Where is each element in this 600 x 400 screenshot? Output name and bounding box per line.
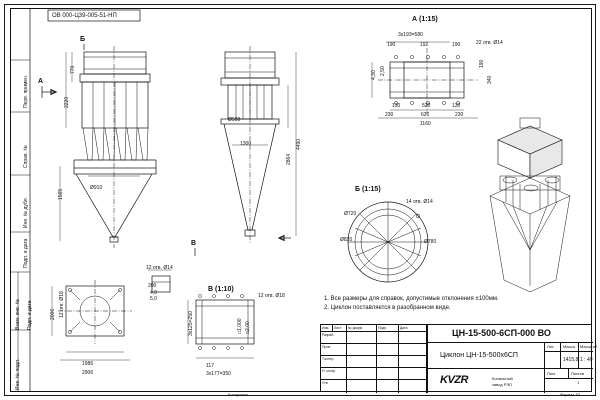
col-dokum: № докум. (347, 325, 377, 332)
row-date-2 (399, 356, 427, 368)
view-v-title: В (1:10) (208, 286, 234, 293)
dim-50: 5,0 (150, 296, 157, 302)
dim-190c: 190 (479, 59, 485, 68)
dim-230b: 230 (455, 112, 464, 118)
row-sign-4 (377, 380, 399, 393)
sheets-cell: Листов (569, 369, 593, 379)
dim-14otv: 14 отв. Ø14 (406, 199, 433, 205)
margin-label-6: Инв. № подл. (15, 358, 21, 390)
col-data: Дата (399, 325, 427, 332)
company-block (427, 369, 545, 393)
dim-1565: 1565 (58, 188, 64, 200)
row-sign-0 (377, 332, 399, 344)
product-name-text: Циклон ЦН-15-500х6СП (440, 352, 518, 359)
dim-190b: 190 (452, 42, 461, 48)
dim-130a: 130 (392, 103, 401, 109)
dim-1786: 1986 (82, 361, 94, 367)
dim-3x125: 3х125=250 (188, 311, 194, 336)
format-note: Формат А3 (560, 392, 581, 397)
row-name-0 (347, 332, 377, 344)
row-role-1: Пров. (321, 344, 347, 356)
dim-200: 200 (148, 283, 157, 289)
dim-430: 4,30 (371, 70, 377, 80)
view-b-title: Б (1:15) (355, 186, 381, 193)
dim-192: 192 (420, 42, 429, 48)
dim-d820: Ø820 (340, 237, 353, 243)
row-date-0 (399, 332, 427, 344)
dim-770: 770 (70, 65, 76, 74)
company-line-1: Копальный (492, 376, 513, 381)
row-role-2: Т.контр. (321, 356, 347, 368)
row-sign-3 (377, 368, 399, 380)
dim-40: 4,0 (150, 290, 157, 296)
dim-130b: 130 (452, 103, 461, 109)
scale-value: 1 : 40 (579, 352, 593, 369)
dim-4490: 4490 (296, 138, 302, 150)
product-name-cell (427, 343, 545, 369)
company-logo: KVZR (440, 374, 468, 386)
note-line-2: 2. Циклон поставляется в разобранном виде. (324, 305, 451, 311)
note-line-1: 1. Все размеры для справок, допустимые отклонения ±100мм. (324, 296, 499, 302)
row-name-4 (347, 380, 377, 393)
dim-1300: 1300 (240, 141, 252, 147)
dim-2906: 2006 (50, 308, 56, 320)
dim-12otv18: 12 отв. Ø14 (146, 265, 173, 271)
dim-sq1000: □1,000 (237, 318, 243, 334)
copy-note: Копировал (228, 392, 249, 397)
dim-340: 340 (487, 75, 493, 84)
row-sign-1 (377, 344, 399, 356)
dim-117: 117 (206, 363, 214, 369)
dim-1986: 2906 (82, 370, 94, 376)
dim-d910: Ø910 (90, 185, 103, 191)
dim-250: 2,50 (380, 66, 386, 76)
lit-header: Лит. (545, 343, 561, 352)
row-date-1 (399, 344, 427, 356)
row-name-1 (347, 344, 377, 356)
dim-3x193: 3х193=580 (398, 32, 423, 38)
dim-190a: 190 (387, 42, 396, 48)
margin-label-2: Инв. № дубл. (23, 197, 29, 228)
section-label-a: А (38, 78, 44, 85)
title-block (320, 324, 598, 392)
dim-230a: 230 (385, 112, 394, 118)
dim-620: 620 (421, 112, 430, 118)
lit-value (545, 352, 561, 369)
company-line-2: завод РЭП (492, 382, 513, 387)
margin-label-4: Взам. инв. № (15, 299, 21, 330)
designation-text: ЦН-15-500-6СП-000 ВО (452, 328, 551, 338)
scale-header: Масштаб (579, 343, 593, 352)
row-role-0: Разраб. (321, 332, 347, 344)
dim-d780: Ø780 (424, 239, 437, 245)
dim-d508: Ø508 (228, 117, 241, 123)
margin-label-0: Перв. примен. (23, 74, 29, 108)
sheets-value: 1 (577, 380, 580, 385)
drawing-code: ОВ 000-Ц39-005-51-НП (52, 13, 117, 19)
designation-cell (427, 325, 593, 343)
dim-2006: 12 отв. Ø18 (59, 291, 65, 318)
mass-value: 1415,8 (561, 352, 579, 369)
revision-grid (321, 325, 427, 393)
dim-22otv: 22 отв. Ø14 (476, 40, 503, 46)
dim-d720: Ø720 (344, 211, 357, 217)
row-role-4: Утв. (321, 380, 347, 393)
dim-2864: 2864 (286, 153, 292, 165)
dim-3x177: 3х177=350 (206, 371, 231, 377)
mass-header: Масса (561, 343, 579, 352)
section-label-b-top: Б (80, 36, 86, 43)
dim-sq200: □2,00 (245, 321, 251, 334)
row-date-4 (399, 380, 427, 393)
dim-12otv14: 12 отв. Ø18 (258, 293, 285, 299)
view-a-title: А (1:15) (412, 16, 438, 23)
sheet-cell: Лист (545, 369, 569, 379)
row-name-3 (347, 368, 377, 380)
col-list: Лист (333, 325, 347, 332)
row-role-3: Н. контр. (321, 368, 347, 380)
margin-label-5: Подп. и дата (27, 300, 33, 330)
row-date-3 (399, 368, 427, 380)
margin-label-1: Справ. № (23, 145, 29, 168)
col-podp: Подп. (377, 325, 399, 332)
dim-2220: 2220 (64, 96, 70, 108)
margin-label-3: Подп. и дата (23, 238, 29, 268)
col-izm: Изм. (321, 325, 333, 332)
dim-1160: 1160 (420, 121, 431, 127)
section-label-v: В (191, 240, 197, 247)
row-sign-2 (377, 356, 399, 368)
row-name-2 (347, 356, 377, 368)
dim-520: 520 (422, 103, 431, 109)
